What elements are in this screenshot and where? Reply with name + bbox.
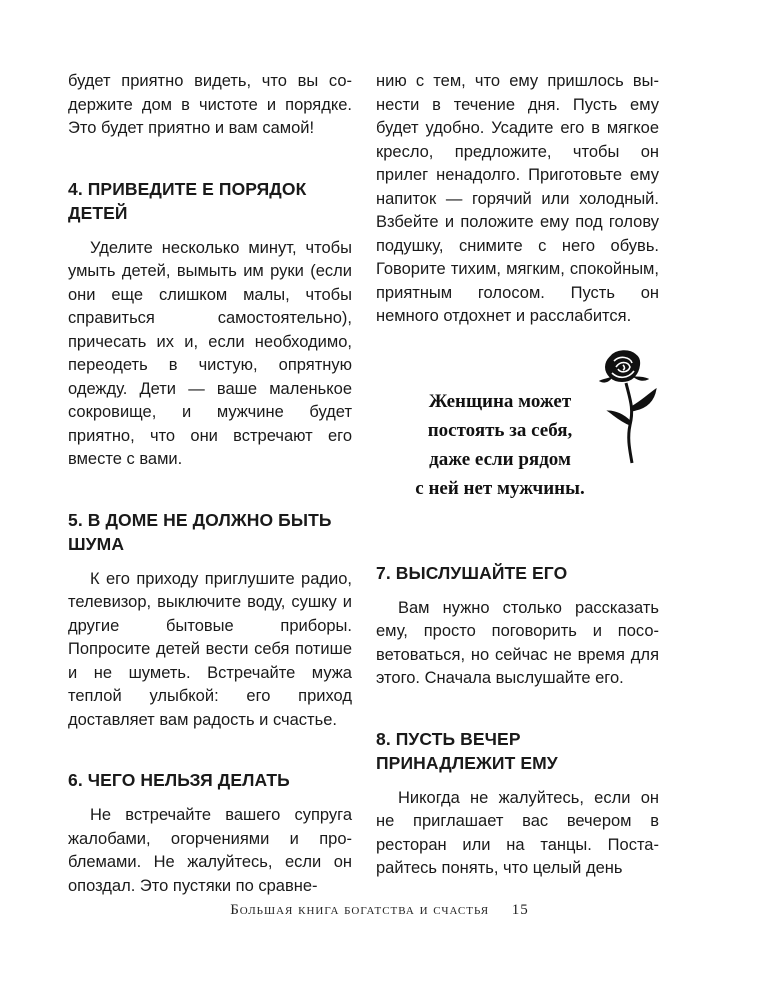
pull-quote-block: [376, 349, 659, 519]
right-intro-paragraph: нию с тем, что ему пришлось вынести в течение дня. Пусть ему будет удобно. Усадите его в мягкое кресло, предложите, чтобы он прилег ненадолго. Приготовьте ему напиток — горячий или холодный. Взбейте и положите ему под голову подушку, снимите с него обувь. Говорите тихим, мягким, спокойным, приятным голосом. Пусть он немного отдохнет и расслабится.: [376, 72, 659, 325]
quote-line: с ней нет мужчины.: [415, 477, 585, 499]
section-8-paragraph: Никогда не жалуйтесь, если он не приглашает вас вечером в ресторан или на танцы. Постарайтесь понять, что целый день: [376, 788, 659, 877]
section-6-paragraph: Не встречайте вашего супруга жалобами, огорчениями и проблемами. Не жалуйтесь, если он опоздал. Это пустяки по сравне-: [68, 806, 352, 895]
quote-line: Женщина может: [428, 390, 572, 412]
right-column: [376, 70, 659, 881]
pull-quote: [400, 387, 600, 503]
section-4-heading: 4. ПРИВЕДИТЕ Е ПОРЯДОК ДЕТЕЙ: [68, 178, 307, 223]
left-column: [68, 70, 352, 898]
section-8-heading: 8. ПУСТЬ ВЕЧЕР ПРИНАДЛЕЖИТ ЕМУ: [376, 728, 558, 773]
page-number: 15: [511, 902, 529, 918]
quote-line: даже если рядом: [429, 448, 571, 470]
footer-book-title: Большая книга богатства и счастья: [230, 902, 490, 918]
section-4-paragraph: Уделите несколько минут, чтобы умыть детей, вымыть им руки (если они еще слишком малы, чтобы справиться самостоятельно), причесать их и, если необходимо, переодеть в чистую, опрятную одежду. Дети — ваше маленькое сокровище, и мужчине будет приятно, что они встречают его вместе с вами.: [68, 238, 352, 468]
section-7-heading: 7. ВЫСЛУШАЙТЕ ЕГО: [376, 562, 568, 583]
quote-line: постоять за себя,: [427, 419, 573, 441]
section-5-paragraph: К его приходу приглушите радио, телевизор, выключите воду, сушку и другие бытовые приборы. Попросите детей вести себя потише и не шуметь. Встречайте мужа теплой улыбкой: его приход доставляет вам радость и счастье.: [68, 569, 352, 729]
rose-icon: [590, 349, 664, 465]
left-intro-paragraph: будет приятно видеть, что вы содержите дом в чистоте и порядке. Это будет приятно и вам самой!: [68, 72, 352, 137]
section-6-heading: 6. ЧЕГО НЕЛЬЗЯ ДЕЛАТЬ: [68, 770, 290, 790]
section-7-paragraph: Вам нужно столько рассказать ему, просто поговорить и посоветоваться, но сейчас не время для этого. Сначала выслушайте его.: [376, 598, 659, 687]
section-5-heading: 5. В ДОМЕ НЕ ДОЛЖНО БЫТЬ ШУМА: [68, 509, 332, 554]
page-footer: [0, 902, 759, 919]
